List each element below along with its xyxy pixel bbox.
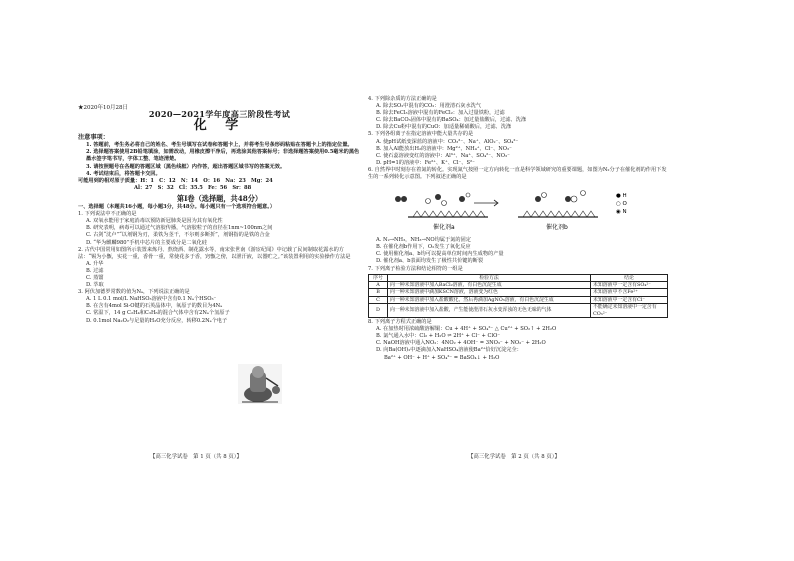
table-cell: 向一种未知溶液中加入盐酸酸化，然后再滴加AgNO₃溶液，有白色沉淀生成 xyxy=(388,296,591,303)
atomic-masses-line: Al：27 S：32 Cl：35.5 Fe：56 Sr：88 xyxy=(134,184,252,191)
table-cell: C xyxy=(369,296,388,303)
table-header: 检验方法 xyxy=(388,274,591,281)
option: A. N₂→NH₃，NH₃→NO均属于氮的固定 xyxy=(376,237,471,244)
option: A. 除去SO₂中混有的CO₂：用澄清石灰水洗气 xyxy=(376,103,482,110)
table-cell: 向一种未知溶液中加入BaCl₂溶液，有白色沉淀生成 xyxy=(388,282,591,289)
catalyst-b-label: 催化剂b xyxy=(546,224,568,232)
legend-hydrogen: ● H xyxy=(616,193,627,200)
question-stem: 6. 自然界中时刻存在着氮的转化。实现氮气按照一定方向转化一直是科学领域研究的重要课题，如图为N₂分子在催化剂的作用下发生的一系列转化示意图。下列叙述正确的是 xyxy=(368,166,667,181)
question-stem: 8. 下列离子方程式正确的是 xyxy=(368,319,432,326)
table-cell: 未知溶液中一定含有Cl⁻ xyxy=(591,296,668,303)
table-row xyxy=(369,296,668,303)
notice-item: 1. 答题前，考生务必将自己的姓名、考生号填写在试卷和答题卡上，并将考生号条形码粘贴在答题卡上的指定位置。 xyxy=(86,142,353,149)
table-header: 序号 xyxy=(369,274,388,281)
table-cell: A xyxy=(369,282,388,289)
option: Ba²⁺ + OH⁻ + H⁺ + SO₄²⁻ = BaSO₄↓ + H₂O xyxy=(384,354,500,361)
table-cell: D xyxy=(369,304,388,318)
exam-date: ★2020年10月28日 xyxy=(78,105,128,111)
question-stem: 2. 古代中国常用如图所示装置来炼丹、熬烧酒、制花露水等，南宋张世南《游宦纪闻》中记载了民间制取花露水的方法：“锡为小甑，实花一重，香骨一重，常使花多于香，窍甑之傍，以泄汗液，以器贮之。”该装置利用的实验操作方法是 xyxy=(78,246,351,260)
option: B. 在催化剂b作用下，O₂发生了氧化反应 xyxy=(376,244,471,251)
table-row xyxy=(369,289,668,296)
notice-item: 4. 考试结束后，将答题卡交回。 xyxy=(86,170,161,177)
option: D. 0.1mol Na₂O₂与足量的H₂O充分反应，转移0.2Nₐ个电子 xyxy=(86,317,228,324)
option: C. NaOH溶液中通入NO₂：4NO₂ + 4OH⁻ = 3NO₃⁻ + NO₂⁻ + 2H₂O xyxy=(376,340,546,347)
question-stem: 5. 下列各组离子在指定溶液中能大量共存的是 xyxy=(368,131,474,138)
legend-nitrogen: ◉ N xyxy=(616,209,627,216)
option: B. 过滤 xyxy=(86,267,104,274)
table-cell: 向一种未知溶液中滴加KSCN溶液，溶液变为红色 xyxy=(388,289,591,296)
subject-title: 化 学 xyxy=(193,118,246,134)
option: A. 在加热时用浓硫酸溶解铜：Cu + 4H⁺ + SO₄²⁻ △ Cu²⁺ + SO₂↑ + 2H₂O xyxy=(376,326,557,333)
page-footer: 【高三化学试卷 第 2 页（共 8 页）】 xyxy=(468,454,560,460)
notice-heading: 注意事项： xyxy=(78,134,109,142)
option: D. “华为麒麟980”手机中芯片的主要成分是二氧化硅 xyxy=(86,239,208,246)
question-stem: 1. 下列说法中不正确的是 xyxy=(78,211,137,218)
table-cell: 未知溶液中不含Fe²⁺ xyxy=(591,289,668,296)
atomic-masses-line: 可能用到的相对原子质量：H：1 C：12 N：14 O：16 Na：23 Mg：24 xyxy=(78,177,273,184)
option: C. 使石蕊溶液变红的溶液中：Al³⁺、Na⁺、SO₄²⁻、NO₃⁻ xyxy=(376,152,510,159)
option: C. 使用催化剂a、b均可以提高单位时间内生成物的产量 xyxy=(376,251,504,258)
table-header: 结论 xyxy=(591,274,668,281)
option: D. 向Ba(OH)₂中逐滴加入NaHSO₄溶液使Ba²⁺恰好沉淀完全： xyxy=(376,347,522,354)
diagram-legend xyxy=(616,193,628,215)
catalyst-b-surface xyxy=(518,191,598,218)
part-title: 第Ⅰ卷（选择题，共48分） xyxy=(176,193,263,203)
notice-item: 3. 请按照题号在各题的答题区域（黑色线框）内作答，超出答题区域书写的答案无效。 xyxy=(86,163,286,170)
option: C. 古剑“沈卢”“以剂钢为刃，柔铁为茎干，不尔则多断折”，剂钢指的是铁的合金 xyxy=(86,232,270,239)
notice-item: 2. 选择题答案使用2B铅笔填涂，如需改动，用橡皮擦干净后，再选涂其他答案标号；非选择题答案使用0.5毫米的黑色墨水签字笔书写，字体工整、笔迹清楚。 xyxy=(86,149,360,163)
table-row xyxy=(369,304,668,318)
page-footer: 【高三化学试卷 第 1 页（共 8 页）】 xyxy=(150,454,242,460)
option: A. 使pH试纸变深蓝的溶液中：CO₃²⁻、Na⁺、AlO₂⁻、SO₄²⁻ xyxy=(376,138,519,145)
option: B. 除去FeCl₃溶液中混有的FeCl₂：加入过量铁粉，过滤 xyxy=(376,110,505,117)
option: A. 1 L 0.1 mol/L NaHSO₃溶液中含有0.1 Nₐ个HSO₃⁻ xyxy=(86,296,217,303)
option: A. 双氧水能用于家庭消毒以预防新冠肺炎是因为其有氧化性 xyxy=(86,218,223,225)
table-cell: 未知溶液中一定含有SO₄²⁻ xyxy=(591,282,668,289)
exam-page-2 xyxy=(368,96,670,456)
table-row xyxy=(369,282,668,289)
distillation-apparatus-illustration xyxy=(238,364,282,404)
option: C. 除去BaCO₃固体中混有的BaSO₄：加过量盐酸后，过滤、洗涤 xyxy=(376,117,527,124)
ion-test-table xyxy=(368,274,668,318)
option: B. 氯气通入水中：Cl₂ + H₂O ⇌ 2H⁺ + Cl⁻ + ClO⁻ xyxy=(376,333,501,340)
table-cell: 不能确定未知溶液中一定含有CO₃²⁻ xyxy=(591,304,668,318)
question-stem: 4. 下列除杂质的方法正确的是 xyxy=(368,96,437,102)
question-stem: 7. 下列离子检验方法和结论相符的一组是 xyxy=(368,265,463,272)
option: B. 研究表明，病毒可以通过气溶胶传播，气溶胶粒子的直径在1nm~100nm之间 xyxy=(86,225,273,232)
table-cell: 向一种未知溶液中加入盐酸，产生能使澄清石灰水变浑浊的无色无味的气体 xyxy=(388,304,591,318)
catalyst-a-surface xyxy=(395,193,498,217)
legend-oxygen: ○ O xyxy=(616,201,627,208)
option: D. 催化剂a、b表面均发生了极性共价键的断裂 xyxy=(376,258,484,265)
option: C. 常温下，14 g C₂H₄和C₃H₆的混合气体中含有2Nₐ个氢原子 xyxy=(86,310,230,317)
option: C. 蒸馏 xyxy=(86,274,104,281)
section-title: 一、选择题（本题共16小题，每小题3分，共48分。每小题只有一个选项符合题意。） xyxy=(78,204,276,211)
question-stem: 3. 阿伏加德罗常数的值为Nₐ，下列说法正确的是 xyxy=(78,289,190,296)
catalyst-a-label: 催化剂a xyxy=(433,224,455,232)
exam-title: 2020—2021学年度高三阶段性考试 xyxy=(148,109,291,119)
option: B. 加入Al能放出H₂的溶液中：Mg²⁺、NH₄⁺、Cl⁻、NO₃⁻ xyxy=(376,145,512,152)
option: B. 在含有4mol Si-O键的石英晶体中，氧原子的数目为4Nₐ xyxy=(86,303,223,310)
catalyst-diagram-svg xyxy=(378,183,658,235)
exam-page-1 xyxy=(78,96,361,456)
option: D. pH=1的溶液中：Fe²⁺、K⁺、Cl⁻、S²⁻ xyxy=(376,159,475,166)
table-header-row xyxy=(369,274,668,281)
option: D. 除去Cu粉中混有的CuO：加适量稀硝酸后，过滤、洗涤 xyxy=(376,124,512,131)
nitrogen-conversion-diagram xyxy=(378,183,658,235)
option: D. 萃取 xyxy=(86,282,104,289)
table-cell: B xyxy=(369,289,388,296)
option: A. 升华 xyxy=(86,260,104,267)
